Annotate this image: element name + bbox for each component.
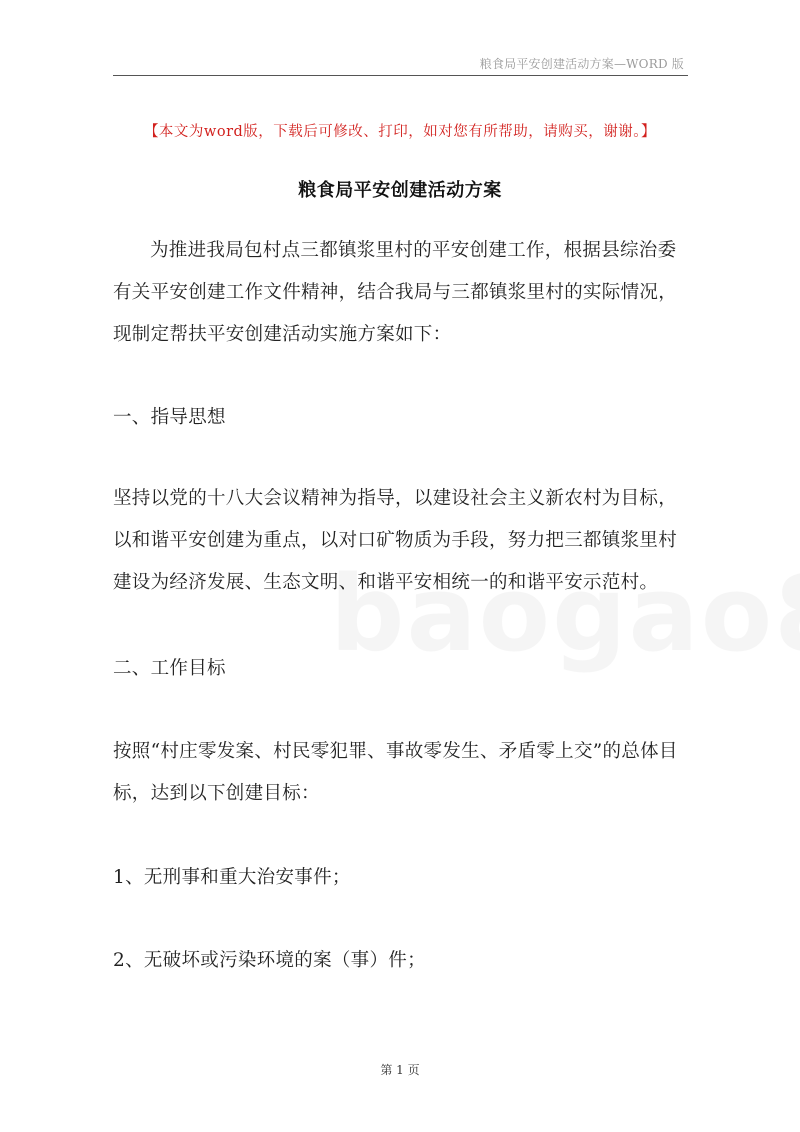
header-divider — [113, 75, 688, 76]
intro-paragraph: 为推进我局包村点三都镇浆里村的平安创建工作，根据县综治委有关平安创建工作文件精神，结合我局与三都镇浆里村的实际情况，现制定帮扶平安创建活动实施方案如下： — [113, 240, 678, 345]
section-2-paragraph: 按照“村庄零发案、村民零犯罪、事故零发生、矛盾零上交”的总体目标，达到以下创建目标： — [113, 741, 678, 804]
running-header: 粮食局平安创建活动方案—WORD 版 — [479, 57, 684, 71]
list-item-2: 2、无破坏或污染环境的案（事）件； — [113, 950, 426, 971]
purchase-notice: 【本文为word版，下载后可修改、打印，如对您有所帮助，请购买，谢谢。】 — [143, 124, 657, 140]
section-2-heading: 二、工作目标 — [113, 658, 226, 679]
section-1-paragraph: 坚持以党的十八大会议精神为指导，以建设社会主义新农村为目标，以和谐平安创建为重点，以对口矿物质为手段，努力把三都镇浆里村建设为经济发展、生态文明、和谐平安相统一的和谐平安示范村。 — [113, 488, 678, 593]
section-1-heading: 一、指导思想 — [113, 407, 226, 428]
document-title: 粮食局平安创建活动方案 — [298, 180, 502, 201]
page-number: 第 1 页 — [380, 1063, 420, 1077]
list-item-1: 1、无刑事和重大治安事件； — [113, 867, 351, 888]
